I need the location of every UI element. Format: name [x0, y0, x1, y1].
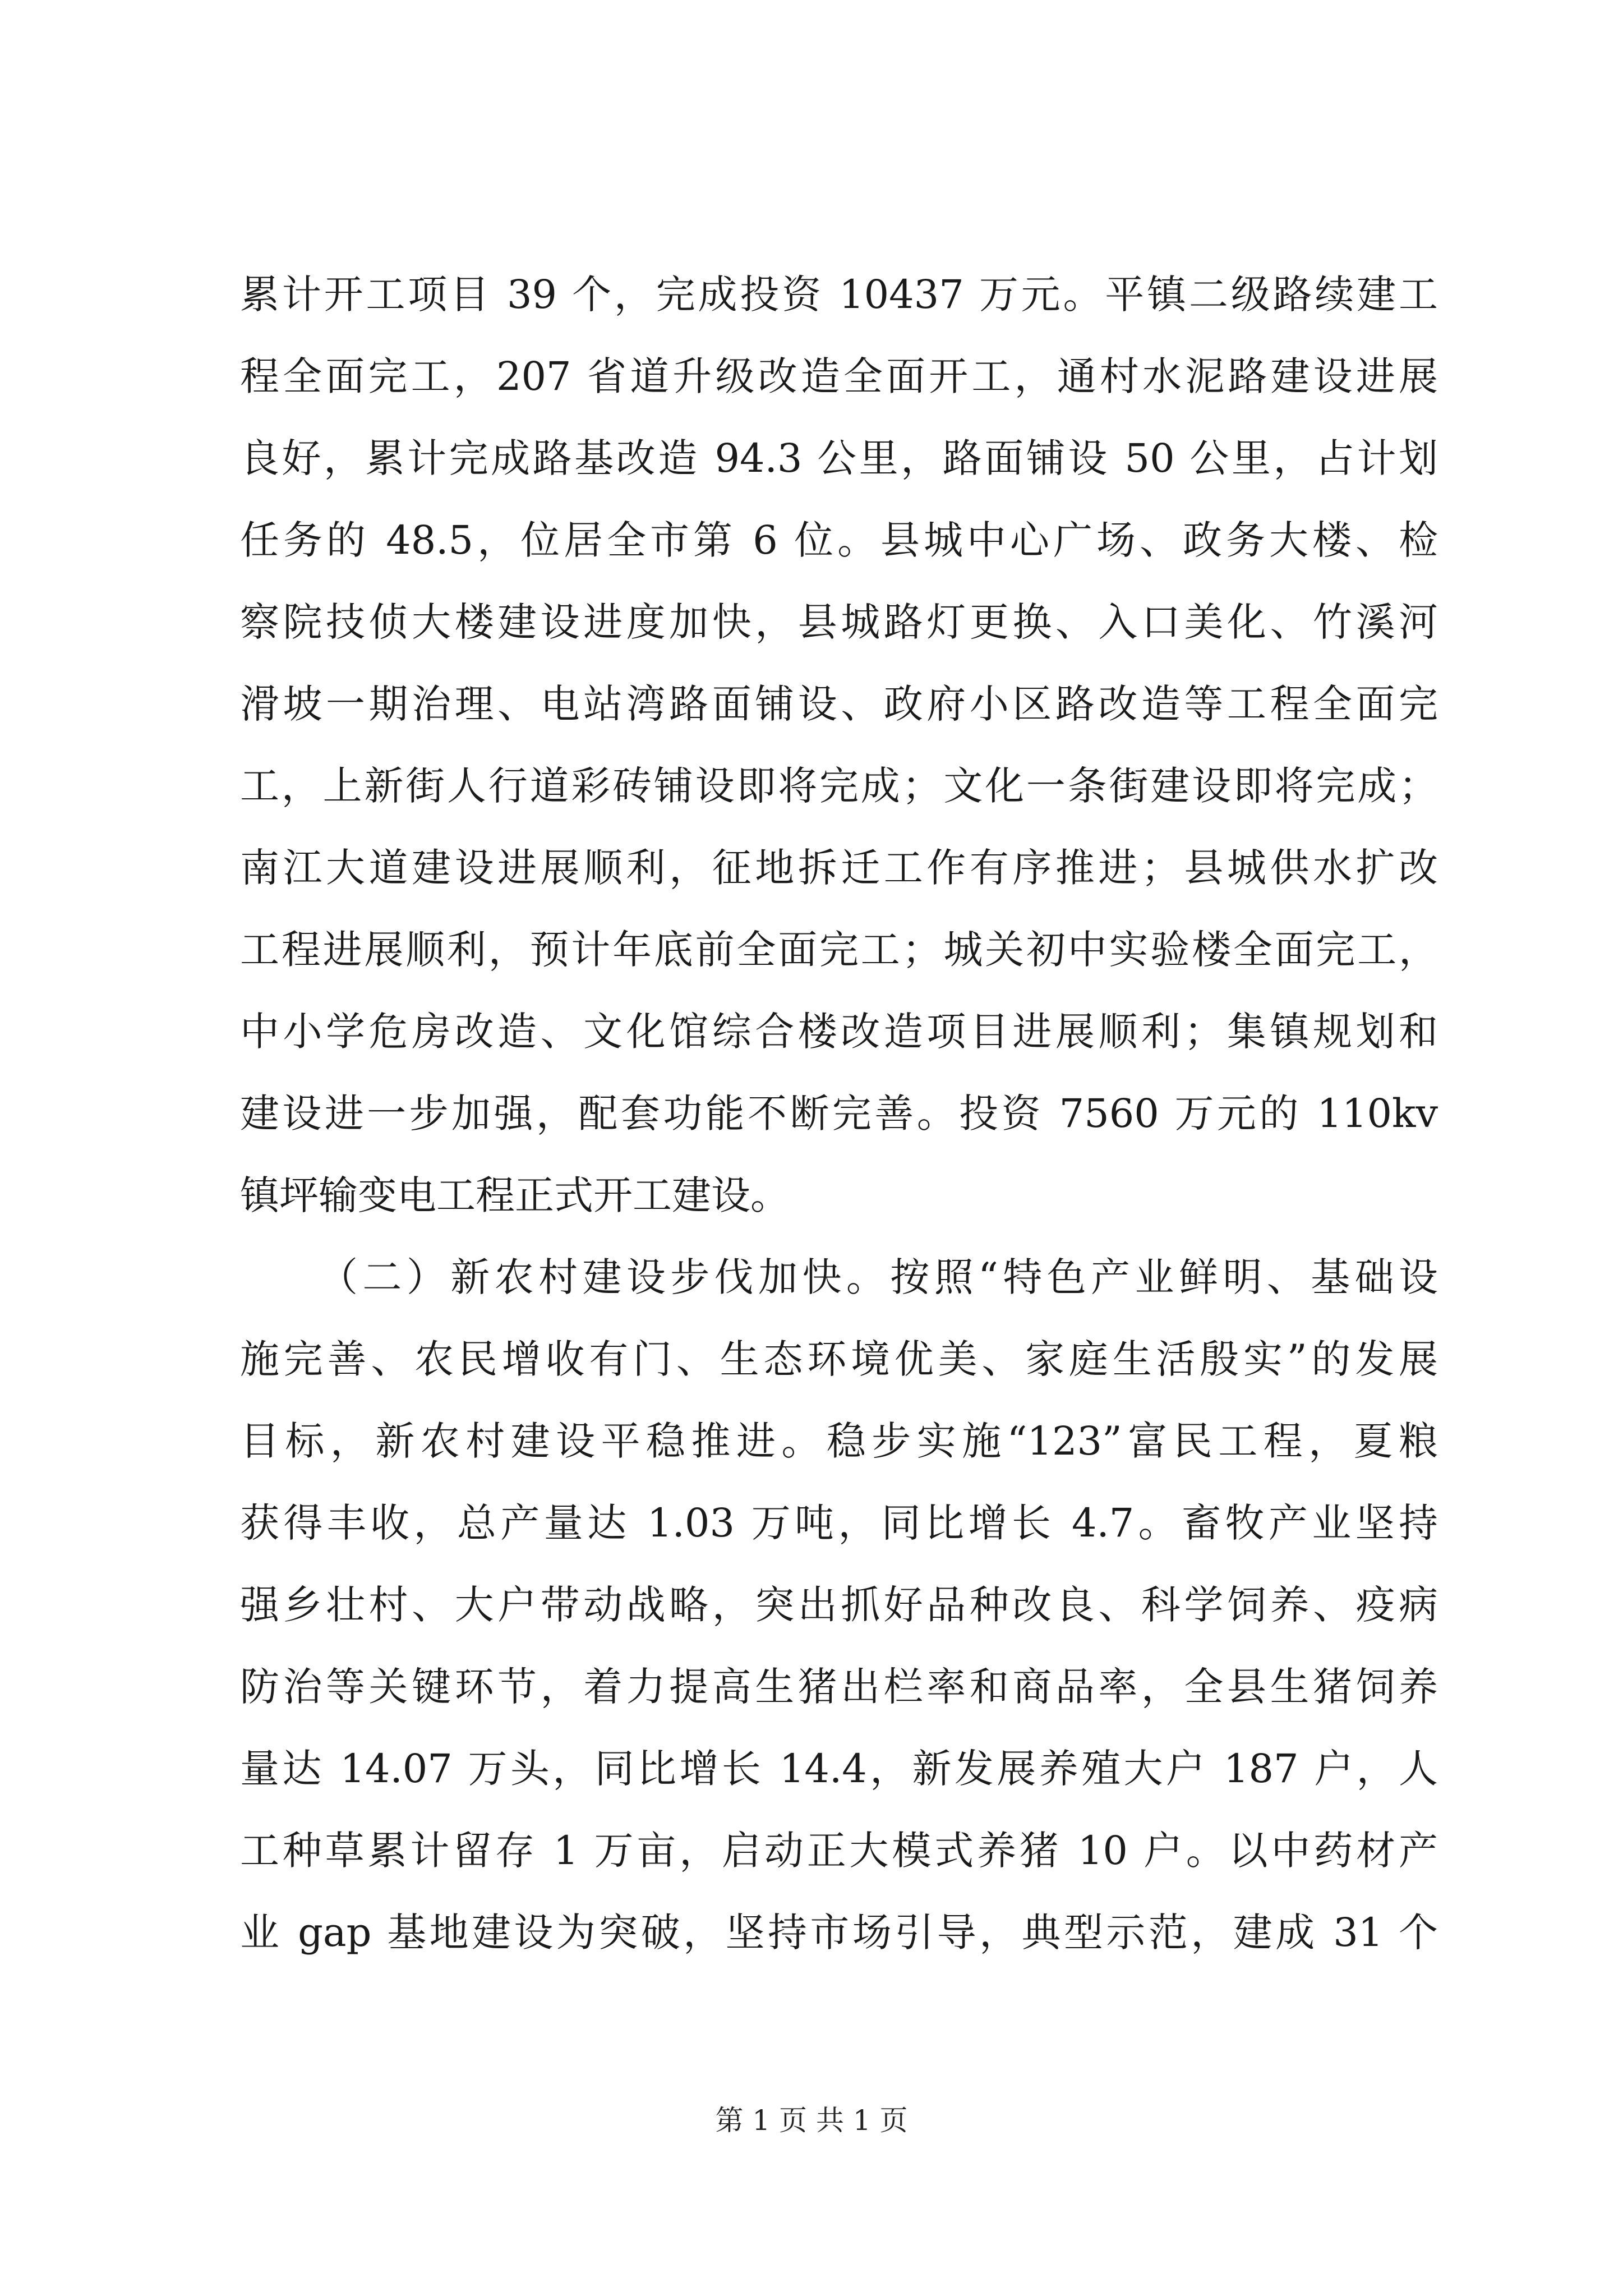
text-line: 良好，累计完成路基改造 94.3 公里，路面铺设 50 公里，占计划: [240, 435, 1438, 481]
text-line: 工程进展顺利，预计年底前全面完工；城关初中实验楼全面完工，: [240, 927, 1438, 973]
text-line: 滑坡一期治理、电站湾路面铺设、政府小区路改造等工程全面完: [240, 681, 1438, 727]
text-line: 业 gap 基地建设为突破，坚持市场引导，典型示范，建成 31 个: [240, 1910, 1438, 1955]
text-line: 中小学危房改造、文化馆综合楼改造项目进展顺利；集镇规划和: [240, 1009, 1438, 1055]
text-line: 建设进一步加强，配套功能不断完善。投资 7560 万元的 110kv: [240, 1091, 1438, 1137]
text-line: 程全面完工，207 省道升级改造全面开工，通村水泥路建设进展: [240, 353, 1438, 399]
text-line: 察院技侦大楼建设进度加快，县城路灯更换、入口美化、竹溪河: [240, 599, 1438, 645]
text-line: 累计开工项目 39 个，完成投资 10437 万元。平镇二级路续建工: [240, 272, 1438, 318]
text-line: 目标，新农村建设平稳推进。稳步实施“123”富民工程，夏粮: [240, 1418, 1438, 1464]
section-heading-line: （二）新农村建设步伐加快。按照“特色产业鲜明、基础设: [319, 1254, 1438, 1300]
text-line: 获得丰收，总产量达 1.03 万吨，同比增长 4.7。畜牧产业坚持: [240, 1500, 1438, 1546]
text-line: 防治等关键环节，着力提高生猪出栏率和商品率，全县生猪饲养: [240, 1664, 1438, 1710]
text-line: 施完善、农民增收有门、生态环境优美、家庭生活殷实”的发展: [240, 1336, 1438, 1382]
text-line: 量达 14.07 万头，同比增长 14.4，新发展养殖大户 187 户，人: [240, 1746, 1438, 1792]
text-line: 镇坪输变电工程正式开工建设。: [240, 1172, 790, 1218]
text-line: 任务的 48.5，位居全市第 6 位。县城中心广场、政务大楼、检: [240, 517, 1438, 563]
text-line: 工种草累计留存 1 万亩，启动正大模式养猪 10 户。以中药材产: [240, 1828, 1438, 1874]
text-line: 工，上新街人行道彩砖铺设即将完成；文化一条街建设即将完成；: [240, 763, 1438, 809]
text-line: 强乡壮村、大户带动战略，突出抓好品种改良、科学饲养、疫病: [240, 1582, 1438, 1628]
text-line: 南江大道建设进展顺利，征地拆迁工作有序推进；县城供水扩改: [240, 845, 1438, 891]
page-number-footer: 第 1 页 共 1 页: [715, 2104, 908, 2137]
body-text: [240, 254, 1438, 1973]
